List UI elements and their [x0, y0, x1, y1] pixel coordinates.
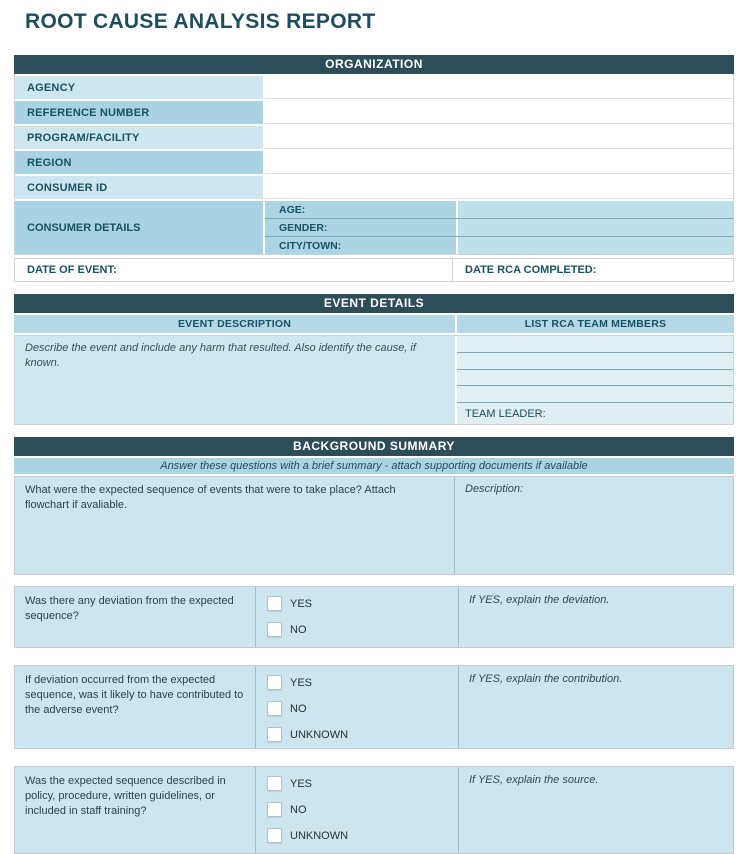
- question-2-explanation-input[interactable]: If YES, explain the deviation.: [469, 594, 610, 606]
- organization-section: [14, 55, 734, 255]
- checkbox-unknown-label: UNKNOWN: [290, 728, 349, 741]
- age-row: [265, 201, 733, 219]
- question-1-description-input[interactable]: Description:: [465, 483, 524, 495]
- checkbox-yes-label: YES: [290, 676, 313, 689]
- region-label: REGION: [15, 151, 263, 174]
- option-no: [267, 701, 458, 716]
- consumer-details-grid: [265, 201, 733, 254]
- consumer-details-row: [15, 201, 733, 254]
- question-2-options: [256, 587, 459, 647]
- gender-label: GENDER:: [265, 219, 456, 236]
- checkbox-unknown[interactable]: [267, 727, 282, 742]
- checkbox-no-label: NO: [290, 623, 307, 636]
- region-input[interactable]: [265, 151, 733, 174]
- team-leader-cell[interactable]: [457, 403, 733, 424]
- program-facility-row: [15, 126, 733, 149]
- program-facility-label: PROGRAM/FACILITY: [15, 126, 263, 149]
- checkbox-yes-label: YES: [290, 777, 313, 790]
- team-member-row[interactable]: [457, 353, 733, 370]
- checkbox-yes-label: YES: [290, 597, 313, 610]
- checkbox-no[interactable]: [267, 622, 282, 637]
- checkbox-no[interactable]: [267, 802, 282, 817]
- question-3-explanation-input[interactable]: If YES, explain the contribution.: [469, 673, 623, 685]
- team-member-row[interactable]: [457, 370, 733, 387]
- team-leader-label: TEAM LEADER:: [465, 407, 546, 420]
- event-details-column-headers: [14, 315, 734, 333]
- event-details-section-header: EVENT DETAILS: [14, 294, 734, 313]
- background-summary-section-header: BACKGROUND SUMMARY: [14, 437, 734, 456]
- date-row: [14, 258, 734, 282]
- question-4-text: Was the expected sequence described in policy, procedure, written guidelines, or included in staff training?: [15, 767, 256, 853]
- background-summary-subtitle: Answer these questions with a brief summary - attach supporting documents if available: [14, 458, 734, 474]
- option-no: [267, 802, 458, 817]
- consumer-id-input[interactable]: [265, 176, 733, 199]
- checkbox-unknown-label: UNKNOWN: [290, 829, 349, 842]
- date-of-event-label: DATE OF EVENT:: [27, 264, 117, 276]
- question-4-explanation-input[interactable]: If YES, explain the source.: [469, 774, 599, 786]
- question-block-3: [14, 665, 734, 749]
- gender-row: [265, 219, 733, 237]
- age-label: AGE:: [265, 201, 456, 218]
- page-title: ROOT CAUSE ANALYSIS REPORT: [25, 10, 376, 33]
- question-block-2: [14, 586, 734, 648]
- question-3-text: If deviation occurred from the expected sequence, was it likely to have contributed to the adverse event?: [15, 666, 256, 748]
- rca-team-members-list: [457, 336, 733, 424]
- option-no: [267, 622, 458, 637]
- question-4-options: [256, 767, 459, 853]
- checkbox-yes[interactable]: [267, 776, 282, 791]
- agency-row: [15, 76, 733, 99]
- option-yes: [267, 675, 458, 690]
- team-member-row[interactable]: [457, 386, 733, 403]
- program-facility-input[interactable]: [265, 126, 733, 149]
- event-description-input[interactable]: Describe the event and include any harm that resulted. Also identify the cause, if known.: [15, 336, 455, 424]
- date-rca-completed-label: DATE RCA COMPLETED:: [465, 264, 597, 276]
- age-input[interactable]: [458, 201, 733, 218]
- reference-number-input[interactable]: [265, 101, 733, 124]
- city-town-input[interactable]: [458, 237, 733, 254]
- organization-section-header: ORGANIZATION: [14, 55, 734, 74]
- checkbox-no-label: NO: [290, 702, 307, 715]
- consumer-id-label: CONSUMER ID: [15, 176, 263, 199]
- date-rca-completed-cell[interactable]: [453, 259, 733, 281]
- option-unknown: [267, 727, 458, 742]
- checkbox-yes[interactable]: [267, 675, 282, 690]
- question-3-options: [256, 666, 459, 748]
- checkbox-no-label: NO: [290, 803, 307, 816]
- gender-input[interactable]: [458, 219, 733, 236]
- team-member-row[interactable]: [457, 336, 733, 353]
- question-block-1: [14, 476, 734, 575]
- event-details-section: [14, 294, 734, 425]
- event-description-header: EVENT DESCRIPTION: [14, 315, 455, 333]
- region-row: [15, 151, 733, 174]
- background-summary-section: [14, 437, 734, 575]
- consumer-id-row: [15, 176, 733, 199]
- rca-team-members-header: LIST RCA TEAM MEMBERS: [457, 315, 734, 333]
- date-of-event-cell[interactable]: [15, 259, 453, 281]
- reference-number-label: REFERENCE NUMBER: [15, 101, 263, 124]
- consumer-details-label: CONSUMER DETAILS: [15, 201, 263, 254]
- agency-label: AGENCY: [15, 76, 263, 99]
- checkbox-no[interactable]: [267, 701, 282, 716]
- city-town-label: CITY/TOWN:: [265, 237, 456, 254]
- question-1-text: What were the expected sequence of events that were to take place? Attach flowchart if avaliable.: [15, 477, 455, 574]
- checkbox-yes[interactable]: [267, 596, 282, 611]
- option-yes: [267, 596, 458, 611]
- event-details-body: [14, 335, 734, 425]
- option-yes: [267, 776, 458, 791]
- agency-input[interactable]: [265, 76, 733, 99]
- reference-number-row: [15, 101, 733, 124]
- city-town-row: [265, 237, 733, 254]
- question-2-text: Was there any deviation from the expected sequence?: [15, 587, 256, 647]
